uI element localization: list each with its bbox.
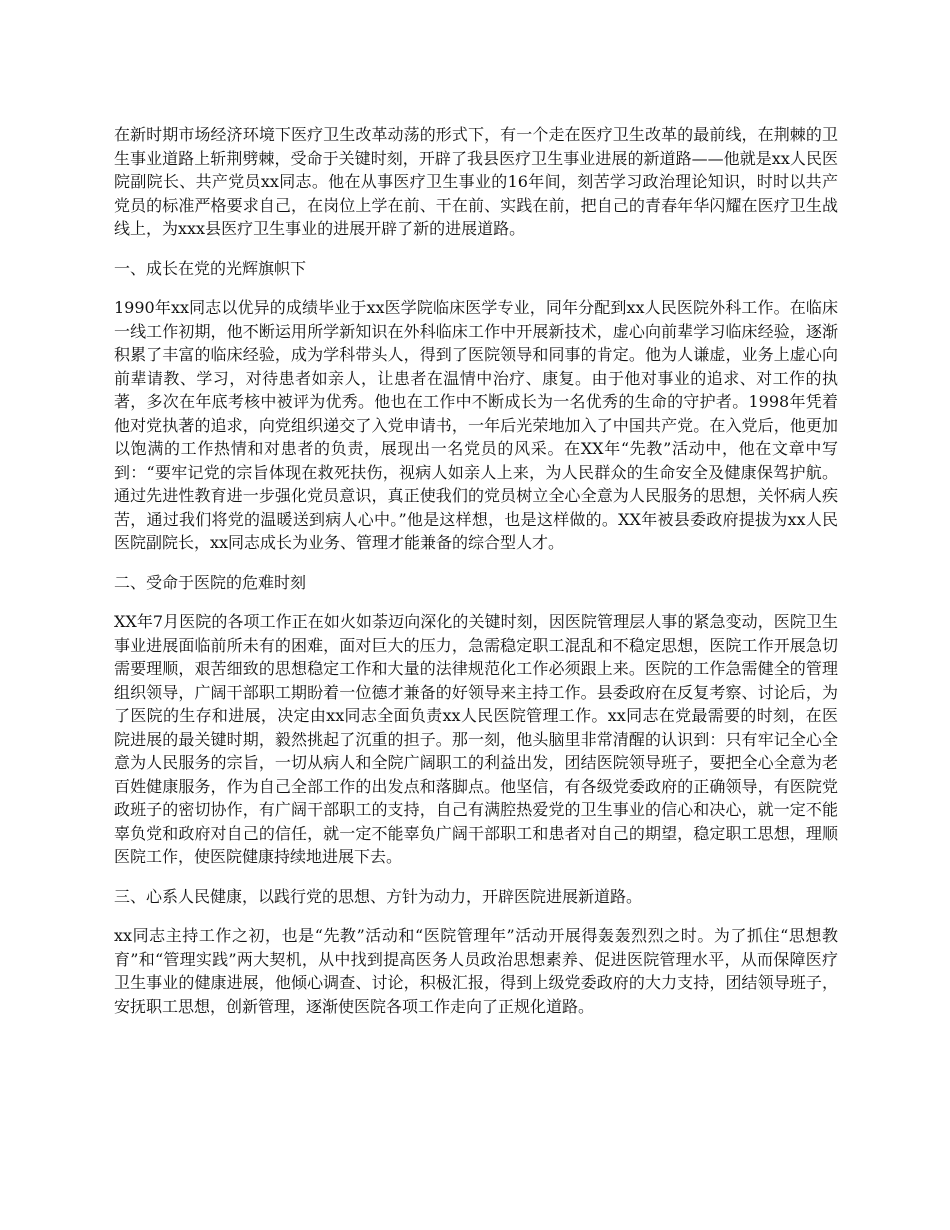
section-2-paragraph: XX年7月医院的各项工作正在如火如荼迈向深化的关键时刻，因医院管理层人事的紧急变动，医院卫生事业进展面临前所未有的困难，面对巨大的压力，急需稳定职工混乱和不稳定思想，医院工作开展急切需要理顺，艰苦细致的思想稳定工作和大量的法律规范化工作必须跟上来。医院的工作急需健全的管理组织领导，广阔干部职工期盼着一位德才兼备的好领导来主持工作。县委政府在反复考察、讨论后，为了医院的生存和进展，决定由xx同志全面负责xx人民医院管理工作。xx同志在党最需要的时刻，在医院进展的最关键时期，毅然挑起了沉重的担子。那一刻，他头脑里非常清醒的认识到：只有牢记全心全意为人民服务的宗旨，一切从病人和全院广阔职工的利益出发，团结医院领导班子，要把全心全意为老百姓健康服务，作为自己全部工作的出发点和落脚点。他坚信，有各级党委政府的正确领导，有医院党政班子的密切协作，有广阔干部职工的支持，自己有满腔热爱党的卫生事业的信心和决心，就一定不能辜负党和政府对自己的信任，就一定不能辜负广阔干部职工和患者对自己的期望，稳定职工思想，理顺医院工作，使医院健康持续地进展下去。: [114, 612, 838, 866]
document-body: [114, 123, 838, 1034]
section-2-heading: 二、受命于医院的危难时刻: [114, 572, 307, 592]
section-3-paragraph: xx同志主持工作之初，也是“先教”活动和“医院管理年”活动开展得轰轰烈烈之时。为了抓住“思想教育”和“管理实践”两大契机，从中找到提高医务人员政治思想素养、促进医院管理水平，从而保障医疗卫生事业的健康进展，他倾心调查、讨论，积极汇报，得到上级党委政府的大力支持，团结领导班子，安抚职工思想，创新管理，逐渐使医院各项工作走向了正规化道路。: [114, 926, 838, 1016]
section-1-paragraph: 1990年xx同志以优异的成绩毕业于xx医学院临床医学专业，同年分配到xx人民医院外科工作。在临床一线工作初期，他不断运用所学新知识在外科临床工作中开展新技术，虚心向前辈学习临床经验，逐渐积累了丰富的临床经验，成为学科带头人，得到了医院领导和同事的肯定。他为人谦虚，业务上虚心向前辈请教、学习，对待患者如亲人，让患者在温情中治疗、康复。由于他对事业的追求、对工作的执著，多次在年底考核中被评为优秀。他也在工作中不断成长为一名优秀的生命的守护者。1998年凭着他对党执著的追求，向党组织递交了入党申请书，一年后光荣地加入了中国共产党。在入党后，他更加以饱满的工作热情和对患者的负责，展现出一名党员的风采。在XX年“先教”活动中，他在文章中写到：“要牢记党的宗旨体现在救死扶伤，视病人如亲人上来，为人民群众的生命安全及健康保驾护航。通过先进性教育进一步强化党员意识，真正使我们的党员树立全心全意为人民服务的思想，关怀病人疾苦，通过我们将党的温暖送到病人心中。”他是这样想，也是这样做的。XX年被县委政府提拔为xx人民医院副院长，xx同志成长为业务、管理才能兼备的综合型人才。: [114, 298, 838, 552]
section-1-heading: 一、成长在党的光辉旗帜下: [114, 258, 307, 278]
intro-paragraph: 在新时期市场经济环境下医疗卫生改革动荡的形式下，有一个走在医疗卫生改革的最前线，在荆棘的卫生事业道路上斩荆劈棘，受命于关键时刻，开辟了我县医疗卫生事业进展的新道路——他就是xx人民医院副院长、共产党员xx同志。他在从事医疗卫生事业的16年间，刻苦学习政治理论知识，时时以共产党员的标准严格要求自己，在岗位上学在前、干在前、实践在前，把自己的青春年华闪耀在医疗卫生战线上，为xxx县医疗卫生事业的进展开辟了新的进展道路。: [114, 125, 838, 238]
section-3-heading: 三、心系人民健康，以践行党的思想、方针为动力，开辟医院进展新道路。: [114, 886, 643, 906]
